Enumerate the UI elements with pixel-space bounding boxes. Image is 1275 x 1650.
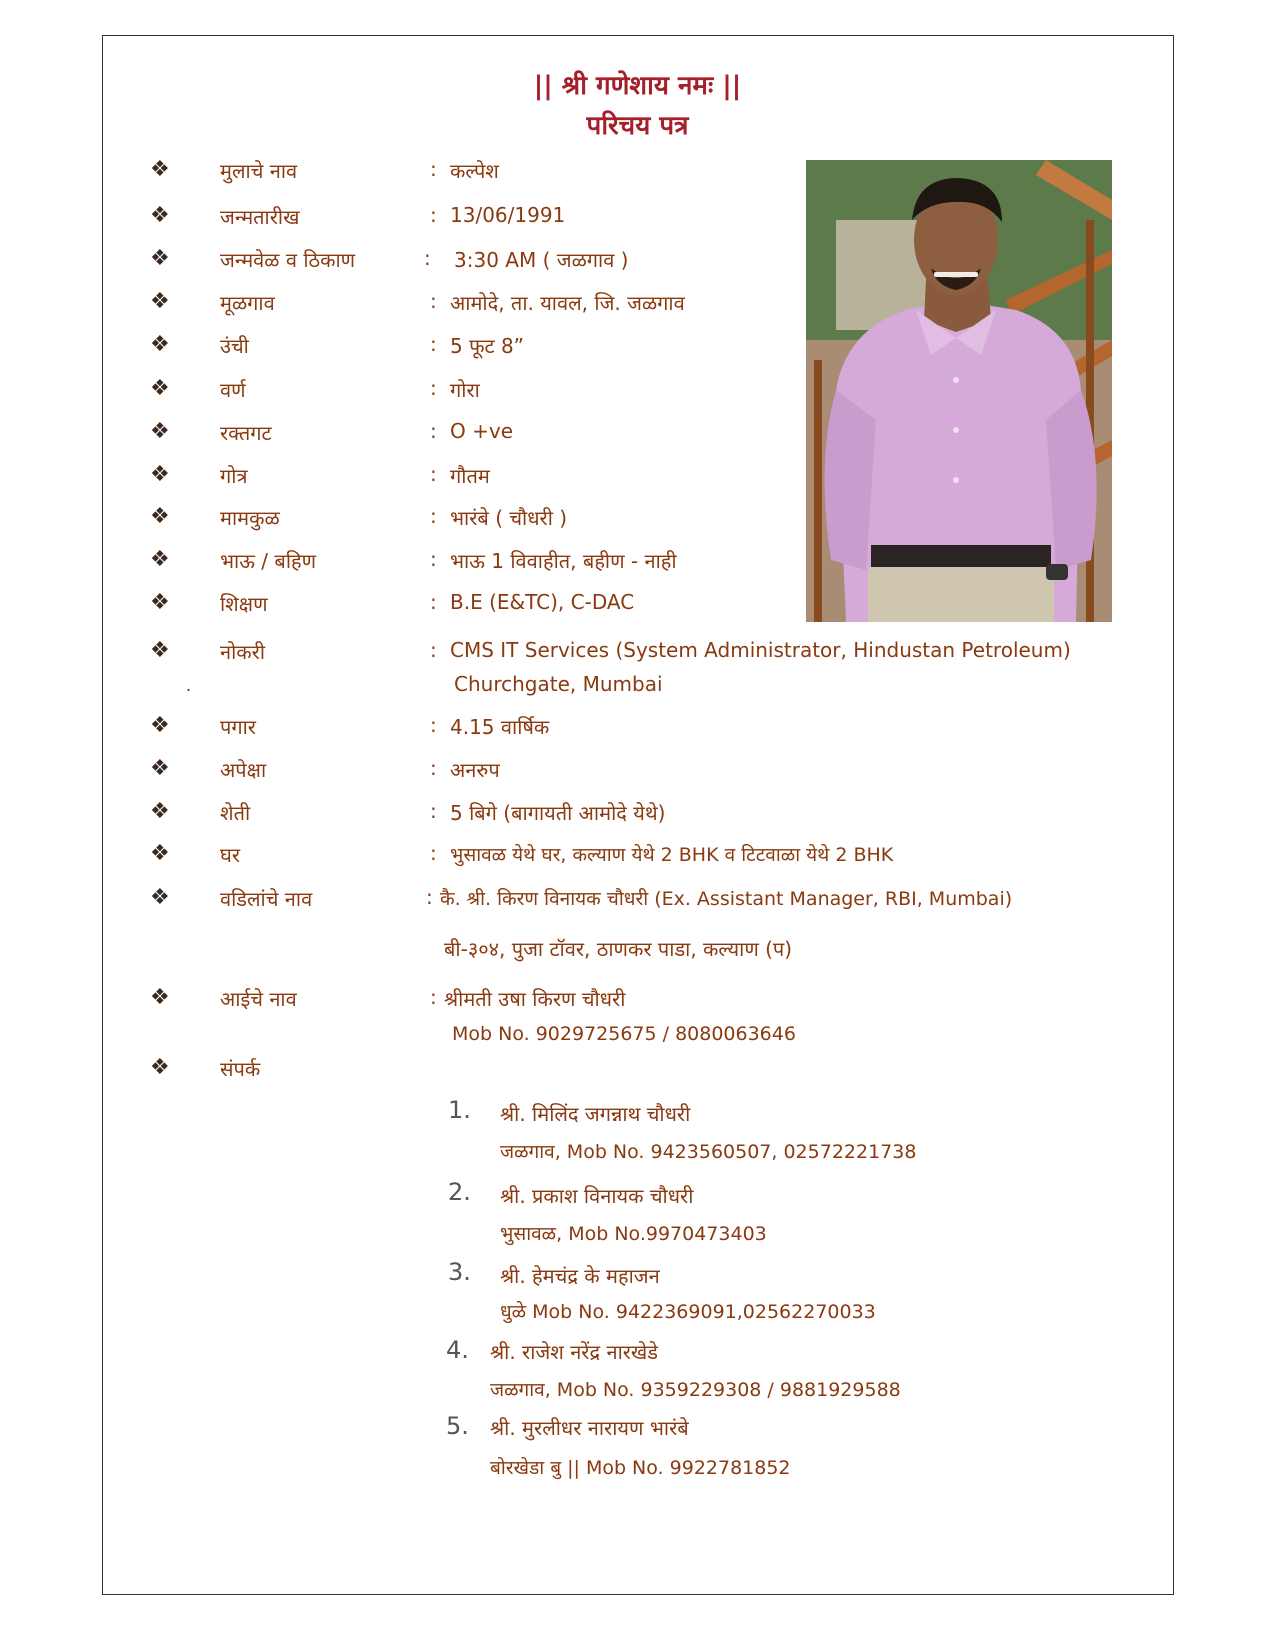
field-colon: : [430, 289, 437, 313]
field-colon: : [430, 590, 437, 614]
contact-detail: बोरखेडा बु || Mob No. 9922781852 [490, 1457, 791, 1479]
field-value: 13/06/1991 [450, 203, 566, 227]
bullet-icon: ❖ [150, 462, 170, 487]
field-value: गौतम [450, 464, 490, 488]
contact-detail: धुळे Mob No. 9422369091,02562270033 [500, 1301, 876, 1323]
field-value: गोरा [450, 378, 480, 402]
field-row-education [0, 590, 1275, 630]
field-row-siblings [0, 547, 1275, 587]
field-row-contact [0, 1055, 1275, 1095]
field-colon: : [430, 547, 437, 571]
field-value: 3:30 AM ( जळगाव ) [454, 248, 629, 272]
bullet-icon: ❖ [150, 638, 170, 663]
bullet-icon: ❖ [150, 332, 170, 357]
field-value: O +ve [450, 419, 513, 443]
field-label: भाऊ / बहिण [220, 549, 317, 573]
field-value-continued: Churchgate, Mumbai [454, 672, 663, 696]
field-value: भाऊ 1 विवाहीत, बहीण - नाही [450, 549, 677, 573]
contact-name: श्री. हेमचंद्र के महाजन [500, 1264, 660, 1288]
field-row-name [0, 157, 1275, 197]
field-value: आमोदे, ता. यावल, जि. जळगाव [450, 291, 685, 315]
contact-name: श्री. राजेश नरेंद्र नारखेडे [490, 1340, 658, 1364]
contact-detail: जळगाव, Mob No. 9359229308 / 9881929588 [490, 1379, 901, 1401]
field-row-job [0, 638, 1275, 708]
field-row-complexion [0, 376, 1275, 416]
field-colon: : [430, 203, 437, 227]
contact-name: श्री. मिलिंद जगन्नाथ चौधरी [500, 1102, 691, 1126]
field-label: जन्मतारीख [220, 205, 300, 229]
field-colon: : [430, 756, 437, 780]
stray-dot: . [186, 676, 192, 695]
field-row-height [0, 332, 1275, 372]
bullet-icon: ❖ [150, 799, 170, 824]
field-value: श्रीमती उषा किरण चौधरी [444, 987, 626, 1011]
field-label: वडिलांचे नाव [220, 887, 313, 911]
bullet-icon: ❖ [150, 157, 170, 182]
field-label: मामकुळ [220, 506, 280, 530]
field-value: B.E (E&TC), C-DAC [450, 590, 635, 614]
field-value: 5 फूट 8” [450, 334, 525, 358]
field-colon: : [426, 885, 433, 909]
contact-number: 3. [448, 1258, 471, 1286]
field-label: शेती [220, 801, 251, 825]
field-row-salary [0, 713, 1275, 753]
contact-number: 1. [448, 1096, 471, 1124]
contact-name: श्री. प्रकाश विनायक चौधरी [500, 1184, 694, 1208]
bullet-icon: ❖ [150, 504, 170, 529]
field-row-mother [0, 985, 1275, 1055]
contact-number: 4. [446, 1336, 469, 1364]
field-colon: : [430, 157, 437, 181]
bullet-icon: ❖ [150, 985, 170, 1010]
contact-detail: भुसावळ, Mob No.9970473403 [500, 1223, 767, 1245]
invocation-heading: || श्री गणेशाय नमः || [533, 71, 742, 101]
field-label: अपेक्षा [220, 758, 267, 782]
field-value: भुसावळ येथे घर, कल्याण येथे 2 BHK व टिटवाळा येथे 2 BHK [450, 844, 894, 866]
field-colon: : [430, 376, 437, 400]
bullet-icon: ❖ [150, 756, 170, 781]
page-title: परिचय पत्र [586, 111, 689, 141]
field-colon: : [430, 504, 437, 528]
bullet-icon: ❖ [150, 246, 170, 271]
field-value-continued: बी-३०४, पुजा टॉवर, ठाणकर पाडा, कल्याण (प) [444, 937, 793, 961]
field-row-expectation [0, 756, 1275, 796]
contact-name: श्री. मुरलीधर नारायण भारंबे [490, 1416, 689, 1440]
field-label: जन्मवेळ व ठिकाण [220, 248, 356, 272]
bullet-icon: ❖ [150, 376, 170, 401]
bullet-icon: ❖ [150, 289, 170, 314]
field-value-continued: Mob No. 9029725675 / 8080063646 [452, 1023, 796, 1045]
field-value: भारंबे ( चौधरी ) [450, 506, 568, 530]
field-row-birthdate [0, 203, 1275, 243]
field-value: कै. श्री. किरण विनायक चौधरी (Ex. Assistant Manager, RBI, Mumbai) [440, 888, 1013, 910]
field-row-father [0, 885, 1275, 965]
contact-number: 5. [446, 1412, 469, 1440]
field-label: रक्तगट [220, 421, 272, 445]
field-label: संपर्क [220, 1057, 261, 1081]
field-row-native-place [0, 289, 1275, 329]
bullet-icon: ❖ [150, 713, 170, 738]
bullet-icon: ❖ [150, 203, 170, 228]
contact-number: 2. [448, 1178, 471, 1206]
field-colon: : [430, 332, 437, 356]
field-value: कल्पेश [450, 159, 499, 183]
field-colon: : [430, 985, 437, 1009]
bullet-icon: ❖ [150, 841, 170, 866]
field-colon: : [424, 246, 431, 270]
contact-detail: जळगाव, Mob No. 9423560507, 02572221738 [500, 1141, 917, 1163]
field-label: घर [220, 843, 240, 867]
field-row-birthtime [0, 246, 1275, 286]
field-label: मूळगाव [220, 291, 275, 315]
field-value: 4.15 वार्षिक [450, 715, 550, 739]
field-row-blood-group [0, 419, 1275, 459]
field-row-maternal-family [0, 504, 1275, 544]
field-colon: : [430, 419, 437, 443]
field-row-gotra [0, 462, 1275, 502]
field-label: गोत्र [220, 464, 248, 488]
field-label: उंची [220, 334, 249, 358]
field-row-farm [0, 799, 1275, 839]
field-label: पगार [220, 715, 256, 739]
bullet-icon: ❖ [150, 547, 170, 572]
field-value: 5 बिगे (बागायती आमोदे येथे) [450, 801, 666, 825]
field-label: आईचे नाव [220, 987, 297, 1011]
field-colon: : [430, 841, 437, 865]
field-label: वर्ण [220, 378, 246, 402]
field-label: नोकरी [220, 640, 265, 664]
field-colon: : [430, 799, 437, 823]
bullet-icon: ❖ [150, 590, 170, 615]
bullet-icon: ❖ [150, 1055, 170, 1080]
field-colon: : [430, 713, 437, 737]
bullet-icon: ❖ [150, 419, 170, 444]
bullet-icon: ❖ [150, 885, 170, 910]
field-value: CMS IT Services (System Administrator, Hindustan Petroleum) [450, 638, 1071, 662]
field-colon: : [430, 638, 437, 662]
field-label: मुलाचे नाव [220, 159, 298, 183]
field-row-house [0, 841, 1275, 881]
field-colon: : [430, 462, 437, 486]
field-value: अनरुप [450, 758, 500, 782]
field-label: शिक्षण [220, 592, 268, 616]
